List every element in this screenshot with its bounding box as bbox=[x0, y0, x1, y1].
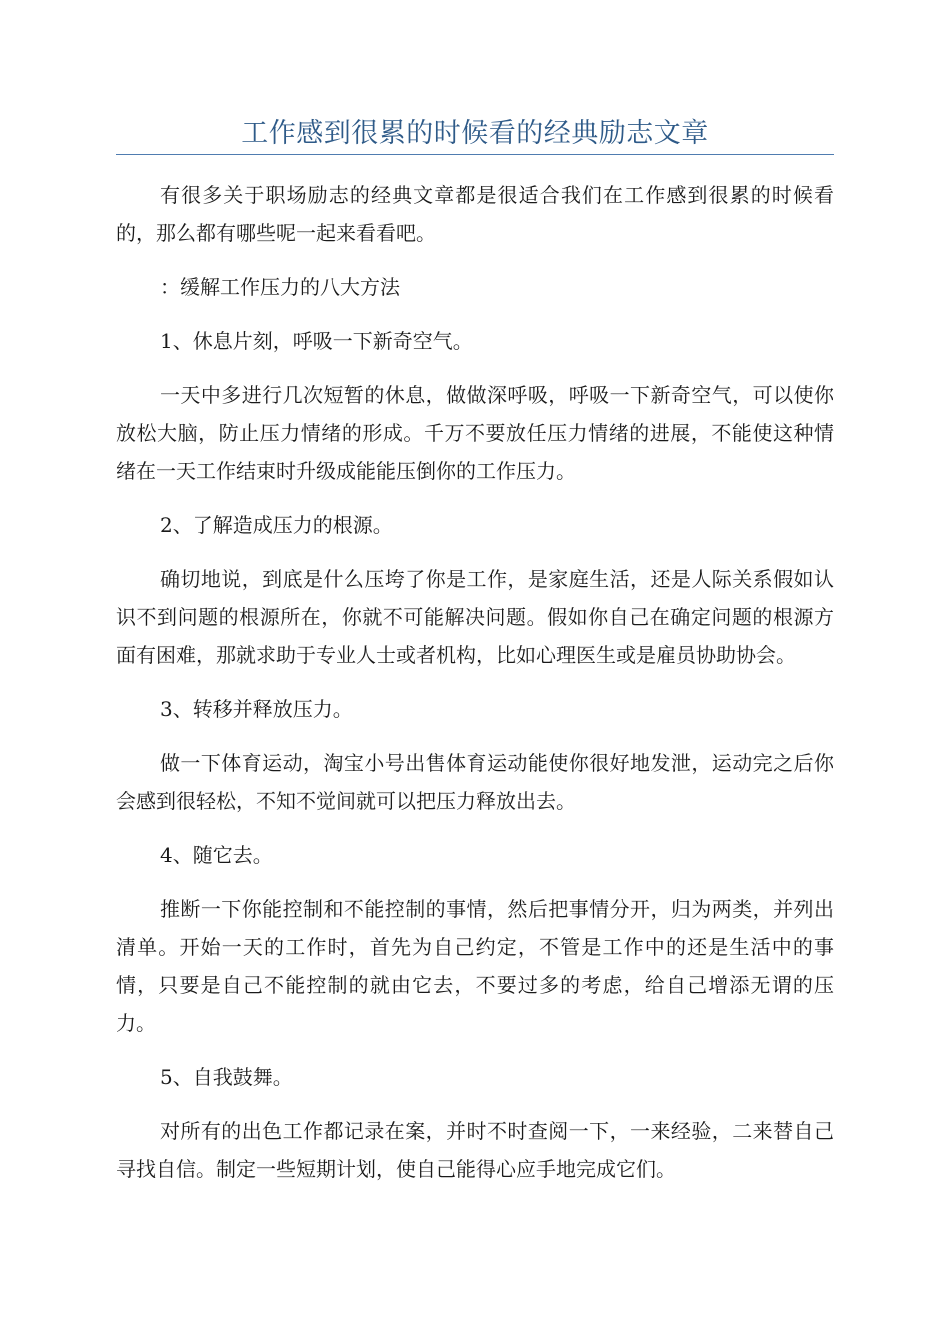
list-heading-4: 4、随它去。 bbox=[160, 843, 273, 867]
paragraph-intro: 有很多关于职场励志的经典文章都是很适合我们在工作感到很累的时候看的，那么都有哪些呢一起来看看吧。 bbox=[116, 183, 834, 245]
paragraph-2: 确切地说，到底是什么压垮了你是工作，是家庭生活，还是人际关系假如认识不到问题的根源所在，你就不可能解决问题。假如你自己在确定问题的根源方面有困难，那就求助于专业人士或者机构，比如心理医生或是雇员协助协会。 bbox=[116, 567, 834, 667]
paragraph-5: 对所有的出色工作都记录在案，并时不时查阅一下，一来经验，二来替自己寻找自信。制定一些短期计划，使自己能得心应手地完成它们。 bbox=[116, 1119, 834, 1181]
document-title: 工作感到很累的时候看的经典励志文章 bbox=[241, 118, 709, 149]
list-heading-3: 3、转移并释放压力。 bbox=[160, 697, 353, 721]
paragraph-1: 一天中多进行几次短暂的休息，做做深呼吸，呼吸一下新奇空气，可以使你放松大脑，防止压力情绪的形成。千万不要放任压力情绪的进展，不能使这种情绪在一天工作结束时升级成能能压倒你的工作压力。 bbox=[116, 383, 834, 483]
list-heading-2: 2、了解造成压力的根源。 bbox=[160, 513, 393, 537]
paragraph-3: 做一下体育运动，淘宝小号出售体育运动能使你很好地发泄，运动完之后你会感到很轻松，不知不觉间就可以把压力释放出去。 bbox=[116, 751, 834, 813]
document-page bbox=[116, 0, 834, 1344]
list-heading-1: 1、休息片刻，呼吸一下新奇空气。 bbox=[160, 329, 473, 353]
title-underline bbox=[116, 154, 834, 155]
list-heading-5: 5、自我鼓舞。 bbox=[160, 1065, 293, 1089]
section-heading: ：缓解工作压力的八大方法 bbox=[160, 275, 400, 299]
document-body bbox=[116, 176, 834, 1204]
paragraph-4: 推断一下你能控制和不能控制的事情，然后把事情分开，归为两类，并列出清单。开始一天的工作时，首先为自己约定，不管是工作中的还是生活中的事情，只要是自己不能控制的就由它去，不要过多的考虑，给自己增添无谓的压力。 bbox=[116, 897, 834, 1035]
